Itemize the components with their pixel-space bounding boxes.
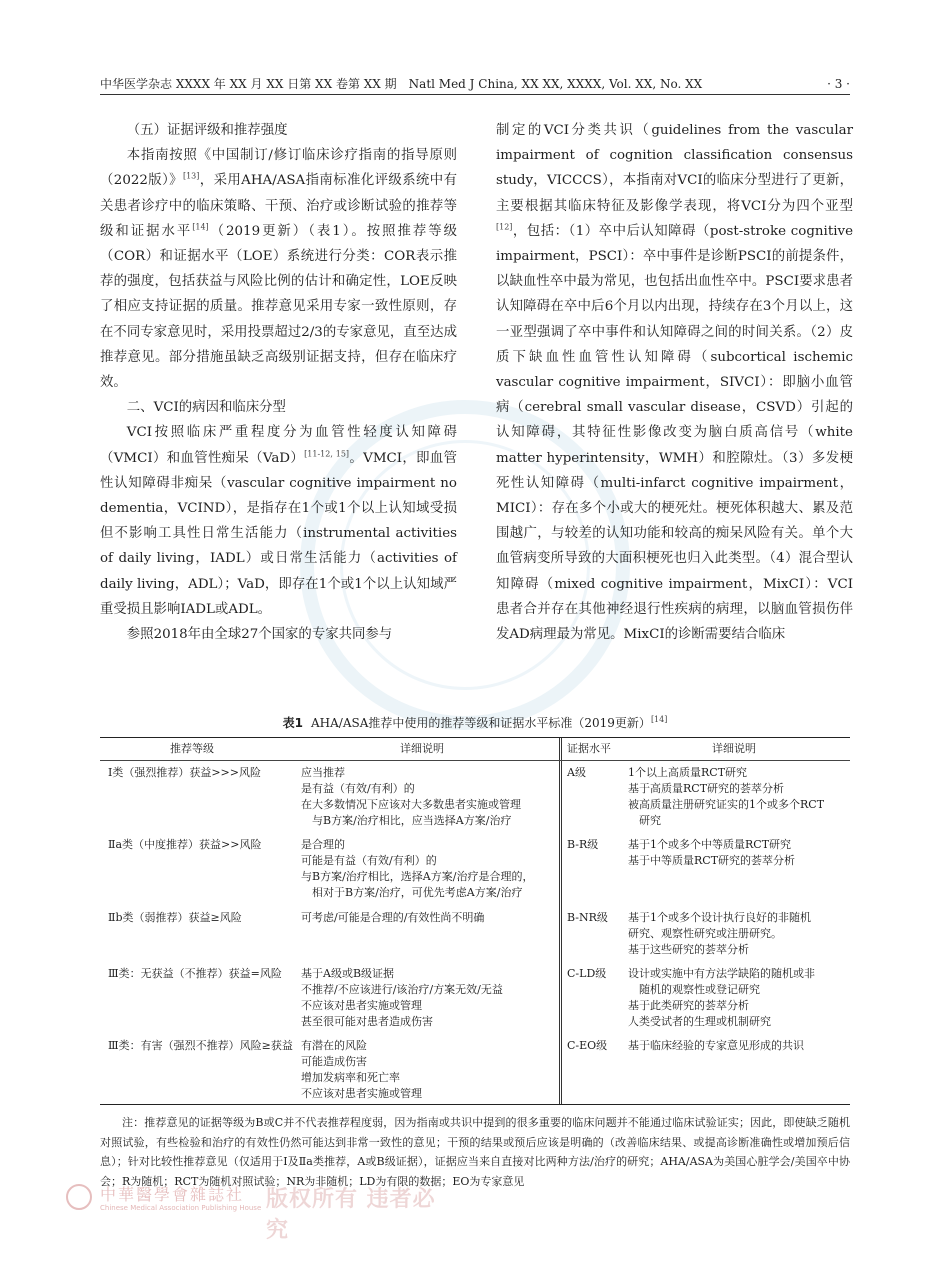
detail-line: 与B方案/治疗相比，选择A方案/治疗是合理的，: [301, 870, 534, 883]
text-run: ，采用AHA/ASA指南标准化评级系统中有关患者诊疗中的临床策略、干预、治疗或诊断试验的推荐等级和证据水平: [100, 173, 457, 239]
detail-line: 不应该对患者实施或管理: [301, 999, 422, 1012]
paragraph-vci-severity: [100, 420, 457, 622]
table-title: AHA/ASA推荐中使用的推荐等级和证据水平标准（2019更新）: [311, 716, 651, 730]
text-run: VCI按照临床严重程度分为血管性轻度认知障碍（VMCI）和血管性痴呆（VaD）: [100, 425, 457, 466]
detail-line: 相对于B方案/治疗，可优先考虑A方案/治疗: [312, 886, 523, 899]
header-journal-info: 中华医学杂志 XXXX 年 XX 月 XX 日第 XX 卷第 XX 期 Natl Med J China, XX XX, XXXX, Vol. XX, No. XX: [100, 77, 703, 91]
detail-line: 研究、观察性研究或注册研究。: [628, 927, 782, 940]
detail-line: 基于1个或多个中等质量RCT研究: [628, 838, 792, 851]
publisher-seal-icon: [66, 1184, 92, 1210]
footnote-text: 注：推荐意见的证据等级为B或C并不代表推荐程度弱，因为指南或共识中提到的很多重要的临床问题并不能通过临床试验证实；因此，即使缺乏随机对照试验，有些检验和治疗的有效性仍然可能达到非常一致性的意见；干预的结果或预后应该是明确的（改善临床结果、或提高诊断准确性或增加预后信息）；针对比较性推荐意见（仅适用于Ⅰ及Ⅱa类推荐，A或B级证据），证据应当来自直接对比两种方法/治疗的研究；AHA/ASA为美国心脏学会/美国卒中协会；R为随机；RCT为随机对照试验；NR为非随机；LD为有限的数据；EO为专家意见: [100, 1116, 850, 1188]
table-caption: [100, 714, 850, 732]
cor-detail: [301, 837, 533, 901]
paragraph-vicccs-start: 参照2018年由全球27个国家的专家共同参与: [126, 627, 393, 643]
section-heading-evidence: （五）证据评级和推荐强度: [126, 123, 288, 138]
detail-line: 可能造成伤害: [301, 1055, 367, 1068]
cor-grade: Ⅱa类（中度推荐）获益>>风险: [108, 838, 262, 851]
detail-line: 基于1个或多个设计执行良好的非随机: [628, 911, 811, 924]
paragraph-vci-subtypes: [496, 118, 853, 647]
paragraph-grading: [100, 143, 457, 395]
detail-line: 设计或实施中有方法学缺陷的随机或非: [628, 967, 815, 980]
citation-ref: [14]: [650, 715, 668, 724]
detail-line: 是有益（有效/有利）的: [301, 782, 415, 795]
citation-ref: [11-12, 15]: [304, 449, 350, 459]
citation-ref: [13]: [182, 171, 200, 181]
detail-line: 基于这些研究的荟萃分析: [628, 943, 749, 956]
cor-detail: [301, 966, 503, 1030]
detail-line: 可考虑/可能是合理的/有效性尚不明确: [301, 911, 485, 924]
detail-line: 可能是有益（有效/有利）的: [301, 854, 437, 867]
citation-ref: [14]: [192, 222, 209, 232]
publisher-name-cn: 中華醫學會雜誌社: [100, 1185, 245, 1204]
header-loe-detail: 详细说明: [712, 742, 756, 755]
loe-level: B-R级: [567, 838, 599, 851]
loe-level: A级: [567, 766, 586, 779]
loe-detail: [628, 910, 811, 958]
loe-level: C-EO级: [567, 1039, 608, 1052]
table-column-divider: [559, 738, 562, 1104]
detail-line: 与B方案/治疗相比，应当选择A方案/治疗: [312, 814, 512, 827]
detail-line: 在大多数情况下应该对大多数患者实施或管理: [301, 798, 521, 811]
cor-detail: [301, 910, 484, 926]
detail-line: 基于高质量RCT研究的荟萃分析: [628, 782, 785, 795]
evidence-table: [100, 737, 850, 1105]
cor-grade: Ⅱb类（弱推荐）获益≥风险: [108, 911, 242, 924]
page-number: · 3 ·: [827, 77, 850, 91]
detail-line: 基于此类研究的荟萃分析: [628, 999, 749, 1012]
detail-line: 基于临床经验的专家意见形成的共识: [628, 1039, 804, 1052]
loe-level: C-LD级: [567, 967, 607, 980]
text-run: （2019更新）（表1）。按照推荐等级（COR）和证据水平（LOE）系统进行分类：COR表示推荐的强度，包括获益与风险比例的估计和确定性，LOE反映了相应支持证据的质量。推荐意见采用专家一致性原则，存在不同专家意见时，采用投票超过2/3的专家意见，直至达成推荐意见。部分措施虽缺乏高级别证据支持，但存在临床疗效。: [100, 223, 458, 391]
header-cor: 推荐等级: [170, 742, 214, 755]
publisher-name-en: Chinese Medical Association Publishing House: [100, 1204, 262, 1212]
right-column: [496, 118, 853, 647]
detail-line: 不应该对患者实施或管理: [301, 1087, 422, 1100]
text-run: 。VMCI，即血管性认知障碍非痴呆（vascular cognitive impairment no dementia，VCIND），是指存在1个或1个以上认知域受损但不影响工具性日常生活能力（instrumental activities of daily living，IADL）或日常生活能力（activities of daily living，ADL）；VaD，即存在1个或1个以上认知域严重受损且影响IADL或ADL。: [100, 450, 458, 617]
detail-line: 基于中等质量RCT研究的荟萃分析: [628, 854, 796, 867]
text-run: ，包括：（1）卒中后认知障碍（post-stroke cognitive impairment，PSCI）：卒中事件是诊断PSCI的前提条件，以缺血性卒中最为常见，也包括出血性卒中。PSCI要求患者认知障碍在卒中后6个月以内出现，持续存在3个月以上，这一亚型强调了卒中事件和认知障碍之间的时间关系。（2）皮质下缺血性血管性认知障碍（subcortical ischemic vascular cognitive impairment，SIVCI）：即脑小血管病（cerebral small vascular disease，CSVD）引起的认知障碍，其特征性影像改变为脑白质高信号（white matter hyperintensity，WMH）和腔隙灶。（3）多发梗死性认知障碍（multi-infarct cognitive impairment，MICI）：存在多个小或大的梗死灶。梗死体积越大、累及范围越广，与较差的认知功能和较高的痴呆风险有关。单个大血管病变所导致的大面积梗死也归入此类型。（4）混合型认知障碍（mixed cognitive impairment，MixCI）：VCI患者合并存在其他神经退行性疾病的病理，以脑血管损伤伴发AD病理最为常见。MixCI的诊断需要结合临床: [496, 223, 853, 643]
cor-grade: Ⅰ类（强烈推荐）获益>>>风险: [108, 766, 261, 779]
detail-line: 研究: [639, 814, 661, 827]
text-run: 制定的VCI分类共识（guidelines from the vascular impairment of cognition classification consensus study，VICCCS），本指南对VCI的临床分型进行了更新，主要根据其临床特征及影像学表现，将VCI分为四个亚型: [496, 123, 853, 214]
detail-line: 不推荐/不应该进行/该治疗/方案无效/无益: [301, 983, 503, 996]
loe-detail: [628, 837, 795, 869]
table-header-rule: [100, 760, 850, 761]
detail-line: 人类受试者的生理或机制研究: [628, 1015, 771, 1028]
loe-detail: [628, 765, 824, 829]
publisher-logo: [66, 1182, 446, 1243]
cor-grade: Ⅲ类：有害（强烈不推荐）风险≥获益: [108, 1039, 293, 1052]
detail-line: 增加发病率和死亡率: [301, 1071, 400, 1084]
cor-grade: Ⅲ类：无获益（不推荐）获益=风险: [108, 967, 282, 980]
left-column: [100, 118, 457, 647]
detail-line: 被高质量注册研究证实的1个或多个RCT: [628, 798, 825, 811]
detail-line: 基于A级或B级证据: [301, 967, 395, 980]
table-footnote: [100, 1113, 850, 1191]
copyright-stamp: 版权所有 违者必究: [266, 1186, 436, 1243]
detail-line: 有潜在的风险: [301, 1039, 367, 1052]
header-cor-detail: 详细说明: [400, 742, 444, 755]
detail-line: 应当推荐: [301, 766, 345, 779]
running-header: [100, 74, 850, 95]
text-run: 本指南按照《中国制订/修订临床诊疗指南的指导原则（2022版）》: [100, 148, 457, 189]
header-loe: 证据水平: [567, 742, 611, 755]
cor-detail: [301, 765, 521, 829]
loe-detail: [628, 1038, 804, 1054]
section-heading-etiology: 二、VCI的病因和临床分型: [126, 400, 286, 416]
table-label: 表1: [282, 716, 303, 730]
loe-detail: [628, 966, 815, 1030]
detail-line: 是合理的: [301, 838, 345, 851]
detail-line: 随机的观察性或登记研究: [639, 983, 760, 996]
detail-line: 甚至很可能对患者造成伤害: [301, 1015, 433, 1028]
detail-line: 1个以上高质量RCT研究: [628, 766, 748, 779]
cor-detail: [301, 1038, 422, 1102]
citation-ref: [12]: [496, 222, 513, 232]
loe-level: B-NR级: [567, 911, 608, 924]
